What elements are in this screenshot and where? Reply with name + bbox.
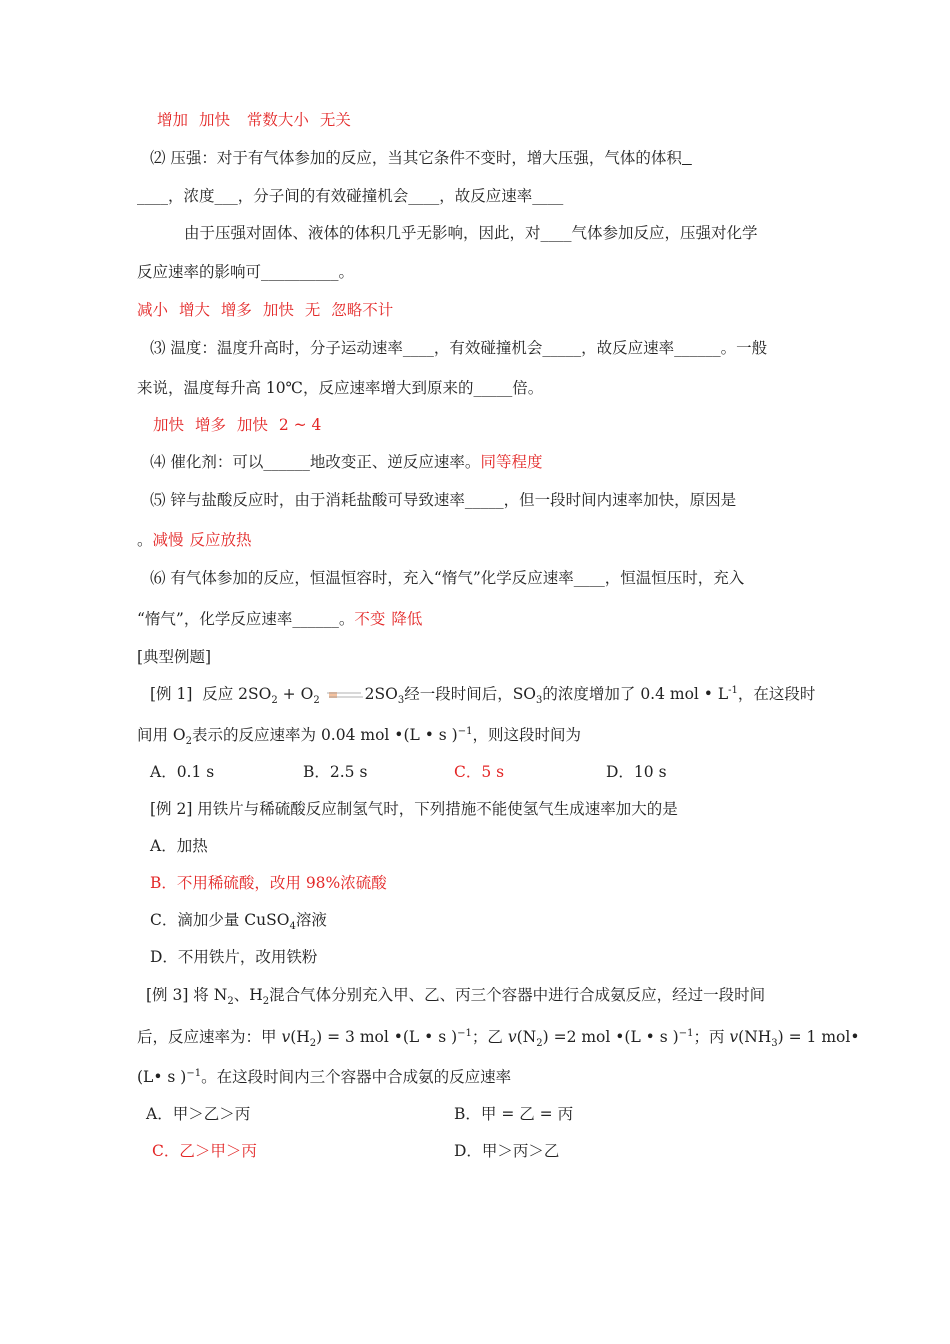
zinc-line-2: 。减慢 反应放热	[137, 531, 252, 549]
pressure-line-1: ⑵ 压强：对于有气体参加的反应，当其它条件不变时，增大压强，气体的体积	[150, 149, 682, 167]
equilibrium-arrow-icon	[327, 690, 363, 700]
example-3-option-a: A．甲＞乙＞丙	[146, 1105, 251, 1123]
example-2-option-b: B．不用稀硫酸，改用 98%浓硫酸	[150, 874, 387, 892]
example-2-option-a: A．加热	[150, 837, 208, 855]
pressure-line-2: ____，浓度___，分子间的有效碰撞机会____，故反应速率____	[137, 187, 564, 205]
example-3-line-1: [例 3] 将 $N_2$、$H_2$混合气体分别充入甲、乙、丙三个容器中进行合成氨反应，经过一段时间	[146, 986, 766, 1008]
zinc-line-1: ⑸ 锌与盐酸反应时，由于消耗盐酸可导致速率_____，但一段时间内速率加快，原因是	[150, 491, 737, 509]
temperature-line-2: 来说，温度每升高 10℃，反应速率增大到原来的_____倍。	[137, 379, 544, 397]
pressure-line-3: 由于压强对固体、液体的体积几乎无影响，因此，对____气体参加反应，压强对化学	[184, 224, 758, 242]
inert-line-1: ⑹ 有气体参加的反应，恒温恒容时，充入“惰气”化学反应速率____，恒温恒压时，充入	[150, 569, 745, 587]
example-1-option-d: D．10 s	[606, 763, 667, 781]
temperature-answers: 加快 增多 加快 2 ~ 4	[153, 416, 322, 434]
pressure-line-4: 反应速率的影响可__________。	[137, 263, 355, 281]
example-1-line-2: 间用 $O_2$表示的反应速率为 0.04 mol •(L • s )$^{-1}$，则这段时间为	[137, 725, 581, 748]
example-2-option-c: C．滴加少量 CuSO$_4$溶液	[150, 911, 327, 933]
inert-line-2: “惰气”，化学反应速率______。不变 降低	[137, 610, 423, 628]
temperature-concentration-answers: 增加 加快 常数大小 无关	[157, 111, 351, 129]
example-3-option-d: D．甲＞丙＞乙	[454, 1142, 560, 1160]
example-1-option-a: A．0.1 s	[150, 763, 215, 781]
example-3-option-c: C．乙＞甲＞丙	[152, 1142, 257, 1160]
example-1-option-b: B．2.5 s	[303, 763, 368, 781]
catalyst-answer: 同等程度	[480, 453, 543, 471]
pressure-answers: 减小 增大 增多 加快 无 忽略不计	[137, 301, 394, 319]
temperature-line-1: ⑶ 温度：温度升高时，分子运动速率____，有效碰撞机会_____，故反应速率______。一般	[150, 339, 768, 357]
example-1-line-1: [例 1] 反应 $2SO_2 + O_2$ $2SO_3$经一段时间后，$SO_3$的浓度增加了 0.4 mol • $L^{-1}$，在这段时	[150, 684, 816, 707]
example-3-option-b: B．甲 = 乙 = 丙	[454, 1105, 574, 1123]
example-1-option-c: C．5 s	[454, 763, 505, 781]
section-title: [典型例题]	[137, 648, 212, 666]
example-2-option-d: D．不用铁片，改用铁粉	[150, 948, 318, 966]
catalyst-line: ⑷ 催化剂：可以______地改变正、逆反应速率。同等程度	[150, 453, 543, 471]
example-2-question: [例 2] 用铁片与稀硫酸反应制氢气时，下列措施不能使氢气生成速率加大的是	[150, 800, 678, 818]
example-3-line-3: (L• s )$^{-1}$。在这段时间内三个容器中合成氨的反应速率	[137, 1067, 512, 1086]
example-3-line-2: 后，反应速率为：甲 $v(H_2) = 3$ mol •(L • s )$^{-1}$；乙 $v(N_2) =2$ mol •(L • s )$^{-1}$；丙 $v(NH_3) = 1$ mol•	[137, 1027, 860, 1050]
